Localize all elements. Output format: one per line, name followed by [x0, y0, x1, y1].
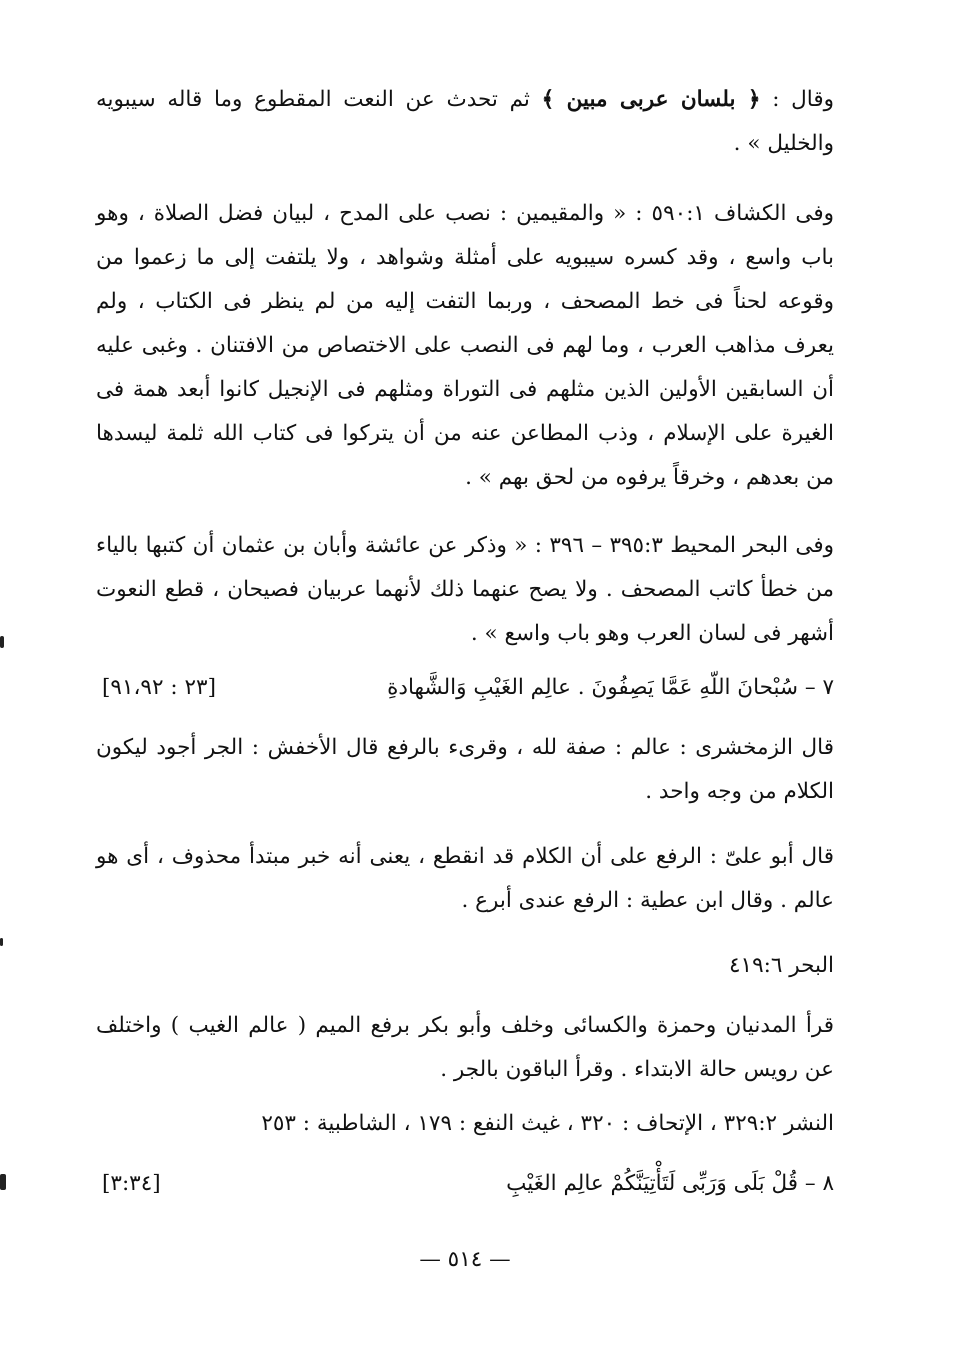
page-number: — ٥١٤ — — [419, 1247, 511, 1272]
verse-7-text: ٧ – سُبْحانَ اللّهِ عَمَّا يَصِفُونَ . عالِم الغَيْبِ وَالشَّهادةِ — [387, 675, 834, 700]
scan-edge-mark — [0, 1174, 6, 1190]
verse-8-text: ٨ – قُلْ بَلَى وَرَبِّى لَتَأْتِيَنَّكُمْ عالِم الغَيْبِ — [506, 1171, 834, 1196]
paragraph-qiraat: قرأ المدنيان وحمزة والكسائى وخلف وأبو بكر برفع الميم ( عالم الغيب ) واختلف عن رويس حالة الابتداء . وقرأ الباقون بالجر . — [96, 1013, 834, 1082]
quran-quote: ﴿ بلسان عربى مبين ﴾ — [541, 87, 761, 112]
paragraph-bahr-muhit: وفى البحر المحيط ٣٩٥:٣ – ٣٩٦ : « وذكر عن عائشة وأبان بن عثمان أن كتبها بالياء من خطأ كاتب المصحف . ولا يصح عنهما ذلك لأنهما عربيان فصيحان ، قطع النعوت أشهر فى لسان العرب وهو باب واسع » . — [96, 533, 834, 646]
verse-7-reference: [٢٣ : ٩١،٩٢] — [102, 675, 216, 700]
book-page — [96, 78, 834, 1308]
paragraph-lisan-arabi — [96, 78, 834, 166]
source-bahr: البحر ٤١٩:٦ — [728, 953, 834, 978]
paragraph-zamakhshari: قال الزمخشرى : عالم : صفة لله ، وقرىء بالرفع قال الأخفش : الجر أجود ليكون الكلام من وجه واحد . — [96, 735, 834, 804]
paragraph-prefix: وقال : — [760, 87, 834, 112]
paragraph-rest: ثم تحدث عن النعت المقطوع وما قاله سيبويه والخليل » . — [96, 87, 834, 156]
source-nashr: النشر ٣٢٩:٢ ، الإتحاف : ٣٢٠ ، غيث النفع : ١٧٩ ، الشاطبية : ٢٥٣ — [261, 1111, 834, 1136]
paragraph-kashshaf: وفى الكشاف ٥٩٠:١ : « والمقيمين : نصب على المدح ، لبيان فضل الصلاة ، وهو باب واسع ، وقد كسره سيبويه على أمثلة وشواهد ، ولا يلتفت إلى ما زعموا من وقوعه لحناً فى خط المصحف ، وربما التفت إليه من لم ينظر فى الكتاب ، ولم يعرف مذاهب العرب ، وما لهم فى النصب على الاختصاص من الافتنان . وغبى عليه أن السابقين الأولين الذين مثلهم فى التوراة ومثلهم فى الإنجيل كانوا أبعد همة فى الغيرة على الإسلام ، وذب المطاعن عنه من أن يتركوا فى كتاب الله ثلمة ليسدها من بعدهم ، وخرقاً يرفوه من لحق بهم » . — [96, 201, 835, 490]
scan-edge-mark — [0, 938, 3, 946]
verse-8 — [96, 1162, 834, 1206]
verse-7 — [96, 666, 834, 710]
verse-8-reference: [٣:٣٤] — [102, 1171, 161, 1196]
scan-edge-mark — [0, 636, 4, 648]
paragraph-abu-ali: قال أبو علىّ : الرفع على أن الكلام قد انقطع ، يعنى أنه خبر مبتدأ محذوف ، أى هو عالم . وقال ابن عطية : الرفع عندى أبرع . — [96, 844, 834, 913]
